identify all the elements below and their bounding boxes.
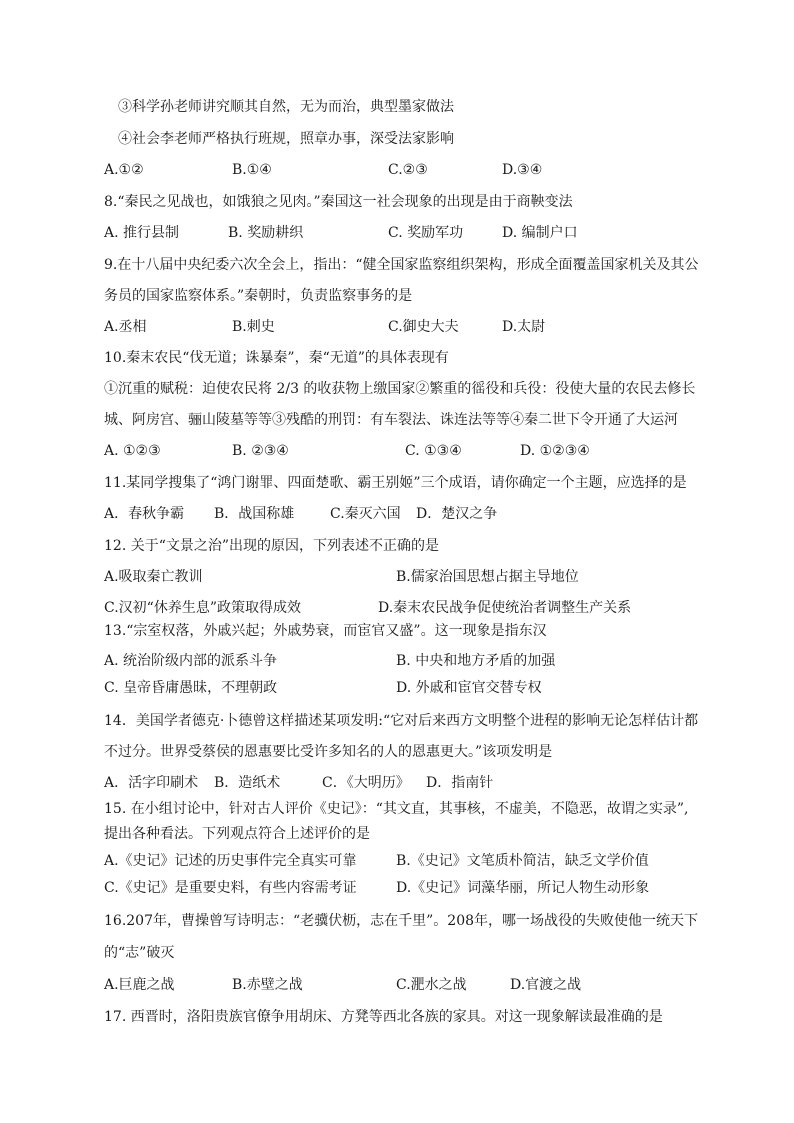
question-17: 17. 西晋时，洛阳贵族官僚争用胡床、方凳等西北各族的家具。对这一现象解读最准确的是 <box>104 1009 663 1025</box>
q13-option-b: B. 中央和地方矛盾的加强 <box>396 653 556 669</box>
q11-option-b: B．战国称雄 <box>214 506 295 522</box>
q16-option-d: D.官渡之战 <box>510 977 582 993</box>
q10-option-b: B. ②③④ <box>232 443 289 459</box>
question-9-line-2: 务员的国家监察体系。”秦朝时，负责监察事务的是 <box>104 288 413 304</box>
q7-option-c: C.②③ <box>388 162 428 178</box>
q8-option-d: D. 编制户口 <box>502 225 578 241</box>
q14-option-a: A．活字印刷术 <box>104 775 199 791</box>
q16-option-a: A.巨鹿之战 <box>104 977 175 993</box>
q13-option-d: D. 外戚和宦官交替专权 <box>396 680 542 696</box>
q13-option-c: C. 皇帝昏庸愚昧，不理朝政 <box>104 680 278 696</box>
question-13: 13.“宗室权落，外戚兴起；外戚势衰，而宦官又盛”。这一现象是指东汉 <box>104 623 547 639</box>
question-15-line-2: 提出各种看法。下列观点符合上述评价的是 <box>104 826 370 842</box>
q11-option-a: A．春秋争霸 <box>104 506 185 522</box>
q14-option-b: B．造纸术 <box>214 775 281 791</box>
q9-option-d: D.太尉 <box>502 319 546 335</box>
q14-option-c: C．《大明历》 <box>322 775 410 791</box>
q15-option-b: B.《史记》文笔质朴简洁，缺乏文学价值 <box>396 853 649 869</box>
q10-option-a: A. ①②③ <box>104 443 161 459</box>
q14-option-d: D．指南针 <box>426 775 494 791</box>
q12-option-b: B.儒家治国思想占据主导地位 <box>396 569 579 585</box>
q15-option-c: C.《史记》是重要史料，有些内容需考证 <box>104 880 357 896</box>
q12-option-d: D.秦末农民战争促使统治者调整生产关系 <box>378 600 632 616</box>
q11-option-d: D．楚汉之争 <box>416 506 498 522</box>
q11-option-c: C.秦灭六国 <box>330 506 401 522</box>
q8-option-b: B. 奖励耕织 <box>228 225 304 241</box>
question-10: 10.秦末农民“伐无道；诛暴秦”，秦“无道”的具体表现有 <box>104 350 449 366</box>
option-statement-3: ③科学孙老师讲究顺其自然，无为而治，典型墨家做法 <box>118 99 454 115</box>
q9-option-b: B.刺史 <box>232 319 275 335</box>
q10-option-d: D. ①②③④ <box>520 443 590 459</box>
question-16-line-1: 16.207年，曹操曾写诗明志：“老骥伏枥，志在千里”。208年，哪一场战役的失败使他一统天下 <box>104 913 699 929</box>
question-14-line-2: 不过分。世界受蔡侯的恩惠要比受许多知名的人的恩惠更大。”该项发明是 <box>104 744 553 760</box>
question-14-line-1: 14．美国学者德克·卜德曾这样描述某项发明:“它对后来西方文明整个进程的影响无论怎样估计都 <box>104 713 699 729</box>
q7-option-b: B.①④ <box>232 162 272 178</box>
question-9-line-1: 9.在十八届中央纪委六次全会上，指出：“健全国家监察组织架构，形成全面覆盖国家机关及其公 <box>104 257 699 273</box>
q12-option-c: C.汉初“休养生息”政策取得成效 <box>104 600 301 616</box>
question-10-statement-1: ①沉重的赋税：迫使农民将 2/3 的收获物上缴国家②繁重的徭役和兵役：役使大量的农民去修长 <box>104 381 696 397</box>
q13-option-a: A. 统治阶级内部的派系斗争 <box>104 653 278 669</box>
q15-option-d: D.《史记》词藻华丽，所记人物生动形象 <box>396 880 650 896</box>
question-11: 11.某同学搜集了“鸿门谢罪、四面楚歌、霸王别姬”三个成语，请你确定一个主题，应选择的是 <box>104 475 687 491</box>
q16-option-b: B.赤壁之战 <box>232 977 303 993</box>
question-16-line-2: 的“志”破灭 <box>104 945 175 961</box>
q12-option-a: A.吸取秦亡教训 <box>104 569 203 585</box>
q9-option-a: A.丞相 <box>104 319 147 335</box>
q8-option-a: A. 推行县制 <box>104 225 180 241</box>
q15-option-a: A.《史记》记述的历史事件完全真实可靠 <box>104 853 357 869</box>
q7-option-d: D.③④ <box>502 162 543 178</box>
q9-option-c: C.御史大夫 <box>388 319 459 335</box>
question-15-line-1: 15. 在小组讨论中，针对古人评价《史记》：“其文直，其事核，不虚美，不隐恶，故谓之实录”, <box>104 801 689 817</box>
q16-option-c: C.淝水之战 <box>396 977 467 993</box>
option-statement-4: ④社会李老师严格执行班规，照章办事，深受法家影响 <box>118 131 454 147</box>
q7-option-a: A.①② <box>104 162 144 178</box>
q8-option-c: C. 奖励军功 <box>388 225 464 241</box>
question-10-statement-2: 城、阿房宫、骊山陵墓等等③残酷的刑罚：有车裂法、诛连法等等④秦二世下令开通了大运河 <box>104 412 678 428</box>
question-12: 12. 关于“文景之治”出现的原因，下列表述不正确的是 <box>104 538 440 554</box>
question-8: 8.“秦民之见战也，如饿狼之见肉。”秦国这一社会现象的出现是由于商鞅变法 <box>104 194 573 210</box>
q10-option-c: C. ①③④ <box>405 443 462 459</box>
